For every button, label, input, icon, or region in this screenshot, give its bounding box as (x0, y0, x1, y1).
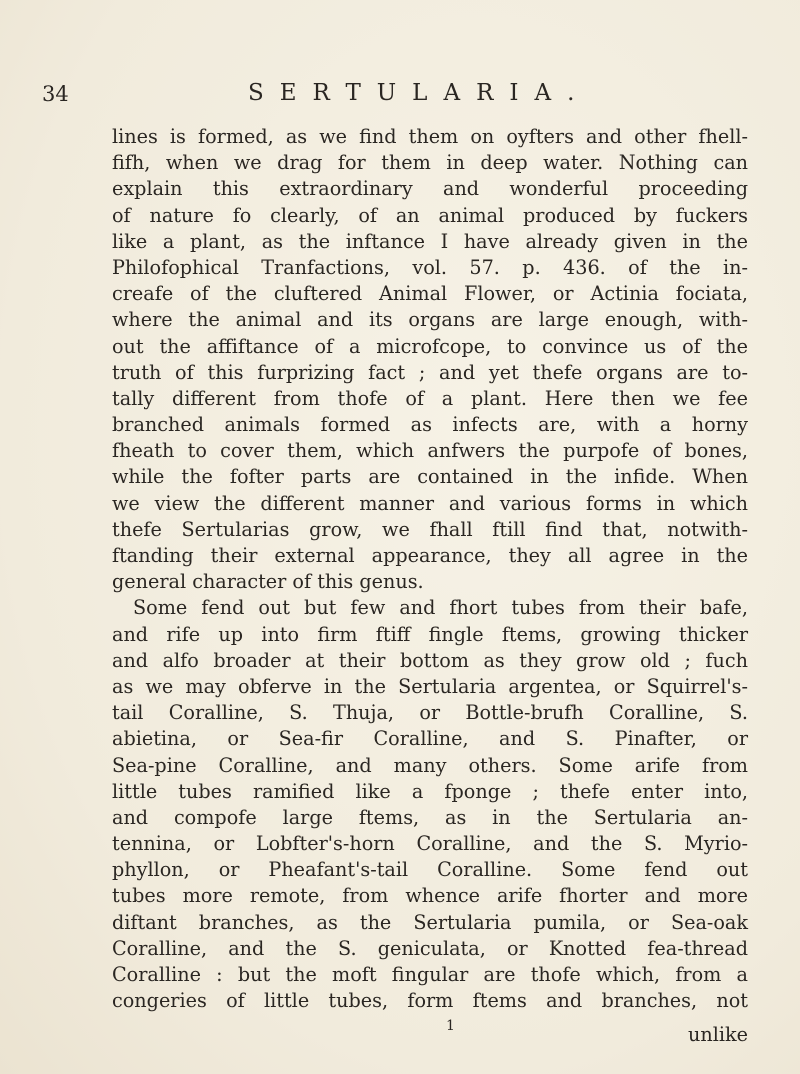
text-line: and compofe large ftems, as in the Sertularia an- (112, 805, 748, 829)
text-line: creafe of the cluftered Animal Flower, or Actinia fociata, (112, 282, 748, 306)
text-line: ftanding their external appearance, they all agree in the (112, 544, 748, 567)
text-line: where the animal and its organs are large enough, with- (112, 308, 748, 332)
text-line: Sea-pine Coralline, and many others. Some arife from (112, 753, 748, 777)
text-line: as we may obferve in the Sertularia argentea, or Squirrel's- (112, 674, 748, 698)
text-line: abietina, or Sea-fir Coralline, and S. Pinafter, or (112, 727, 748, 751)
text-line: tennina, or Lobfter's-horn Coralline, and the S. Myrio- (112, 832, 748, 856)
text-line: we view the different manner and various forms in which (112, 491, 748, 515)
page-footer (112, 1018, 748, 1048)
text-line: like a plant, as the inftance I have already given in the (112, 229, 748, 253)
text-line: little tubes ramified like a fponge ; thefe enter into, (112, 779, 748, 803)
text-line: tail Coralline, S. Thuja, or Bottle-brufh Coralline, S. (112, 701, 748, 725)
text-line: while the fofter parts are contained in the infide. When (112, 465, 748, 489)
text-line: out the affiftance of a microfcope, to convince us of the (112, 334, 748, 358)
text-line: Coralline : but the moft fingular are thofe which, from a (112, 963, 748, 986)
text-line: lines is formed, as we find them on oyfters and other fhell- (112, 125, 748, 148)
signature-mark: 1 (446, 1018, 455, 1034)
text-line: Some fend out but few and fhort tubes from their bafe, (133, 596, 748, 620)
text-line: thefe Sertularias grow, we fhall ftill find that, notwith- (112, 517, 748, 541)
text-line: fheath to cover them, which anfwers the purpofe of bones, (112, 439, 748, 463)
text-line: general character of this genus. (112, 570, 424, 594)
page-header (0, 80, 800, 112)
running-head: SERTULARIA. (248, 80, 591, 106)
text-line: explain this extraordinary and wonderful proceeding (112, 177, 748, 201)
text-line: truth of this furprizing fact ; and yet thefe organs are to- (112, 360, 748, 384)
text-line: Coralline, and the S. geniculata, or Knotted fea-thread (112, 936, 748, 960)
text-line: Philofophical Tranfactions, vol. 57. p. 436. of the in- (112, 255, 748, 279)
text-line: branched animals formed as infects are, with a horny (112, 413, 748, 437)
catchword: unlike (688, 1023, 748, 1046)
text-line: tally different from thofe of a plant. Here then we fee (112, 386, 748, 410)
text-line: and rife up into firm ftiff fingle ftems, growing thicker (112, 622, 748, 646)
body-text (112, 124, 748, 1014)
text-line: fifh, when we drag for them in deep water. Nothing can (112, 151, 748, 175)
text-line: phyllon, or Pheafant's-tail Coralline. Some fend out (112, 858, 748, 882)
text-line: congeries of little tubes, form ftems and branches, not (112, 989, 748, 1013)
page-number: 34 (42, 82, 69, 106)
text-line: diftant branches, as the Sertularia pumila, or Sea-oak (112, 910, 748, 934)
text-line: and alfo broader at their bottom as they grow old ; fuch (112, 648, 748, 672)
text-line: of nature fo clearly, of an animal produced by fuckers (112, 203, 748, 227)
text-line: tubes more remote, from whence arife fhorter and more (112, 884, 748, 908)
